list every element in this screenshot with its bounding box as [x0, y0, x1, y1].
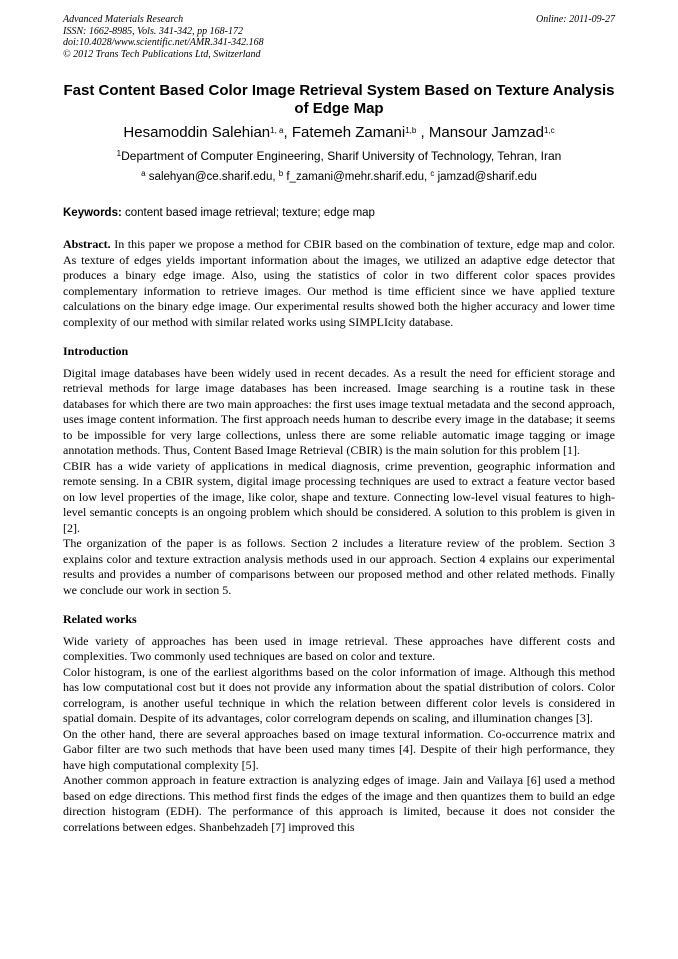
paragraph: CBIR has a wide variety of applications in medical diagnosis, crime prevention, geographic information and remote sensing. In a CBIR system, digital image processing techniques are used to extract a feature vector based on low level properties of the image, like color, shape and texture. Connecting low-level visual features to high-level semantic concepts is an ongoing problem which should be considered. A solution to this problem is given in [2]. — [63, 458, 615, 535]
online-date: Online: 2011-09-27 — [536, 14, 615, 25]
paragraph: Color histogram, is one of the earliest algorithms based on the color information of image. Although this method has low computational cost but it does not provide any information about the spatial distribution of colors. Color correlogram, is another useful technique in which the relation between different color levels is considered in spatial domain. Despite of its advantages, color correlogram depends on scaling, and illumination changes [3]. — [63, 664, 615, 725]
email-mark: c — [430, 169, 435, 178]
keywords — [63, 206, 615, 221]
author-list: Hesamoddin Salehian$^{1, a}$, Fatemeh Zamani$^{1,b}$ , Mansour Jamzad$^{1,c}$ — [123, 124, 555, 141]
author-name: Fatemeh Zamani — [291, 124, 406, 141]
keywords-label: Keywords: — [63, 207, 122, 219]
author-affil-mark: 1,b — [405, 126, 417, 135]
affiliation-text: Department of Computer Engineering, Sharif University of Technology, Tehran, Iran — [121, 149, 562, 163]
abstract — [63, 237, 615, 330]
paper-title: Fast Content Based Color Image Retrieval System Based on Texture Analysis of Edge Map — [63, 82, 615, 117]
journal-name: Advanced Materials Research — [63, 14, 184, 25]
email-mark: a — [141, 169, 146, 178]
affiliation-mark: 1 — [116, 149, 122, 158]
email-mark: b — [278, 169, 284, 178]
paragraph: Another common approach in feature extraction is analyzing edges of image. Jain and Vailaya [6] used a method based on edge directions. This method first finds the edges of the image and then quantizes them to build an edge direction histogram (EDH). The performance of this approach is limited, because it does not consider the correlations between edges. Shanbehzadeh [7] improved this — [63, 773, 615, 834]
email-address[interactable]: f_zamani@mehr.sharif.edu, — [286, 171, 428, 183]
paragraph: Digital image databases have been widely used in recent decades. As a result the need for efficient storage and retrieval methods for large image databases has been increased. Image searching is a routine task in these databases for which there are two main approaches: the first uses image textual metadata and the second approach, uses image content information. The first approach needs human to describe every image in the database; it seems to be impossible for very large collections, unless there are some reliable automatic image tagging or image annotation methods. Thus, Content Based Image Retrieval (CBIR) is the main solution for this problem [1]. — [63, 365, 615, 457]
abstract-label: Abstract. — [63, 237, 111, 251]
abstract-text: In this paper we propose a method for CBIR based on the combination of texture, edge map and color. As texture of edges yields important information about the images, we utilized an adaptive edge detector that produces a binary edge image. Also, using the statistics of color in two different color spaces provides complementary information to retrieve images. Our method is time efficient since we have applied texture calculations on the binary edge image. Our experimental results showed both the higher accuracy and lower time complexity of our method with similar related works using SIMPLIcity database. — [63, 237, 616, 329]
section-heading-related-works: Related works — [63, 612, 137, 626]
email-address[interactable]: jamzad@sharif.edu — [437, 171, 537, 183]
affiliation — [63, 149, 615, 164]
doi-line: doi:10.4028/www.scientific.net/AMR.341-342.168 — [63, 37, 264, 48]
author-name: Mansour Jamzad — [428, 124, 544, 141]
paragraph: On the other hand, there are several approaches based on image textural information. Co-occurrence matrix and Gabor filter are two such methods that have been used many times [4]. Despite of their high performance, they have high computational complexity [5]. — [63, 726, 615, 772]
author-affil-mark: 1, a — [270, 126, 284, 135]
journal-header — [63, 14, 615, 60]
paragraph: The organization of the paper is as follows. Section 2 includes a literature review of the problem. Section 3 explains color and texture extraction analysis methods used in our approach. Section 4 explains our experimental results and provides a number of comparisons between our proposed method and other related methods. Finally we conclude our work in section 5. — [63, 536, 615, 597]
section-heading-introduction: Introduction — [63, 344, 129, 358]
email-address[interactable]: salehyan@ce.sharif.edu, — [148, 171, 276, 183]
paragraph: Wide variety of approaches has been used in image retrieval. These approaches have different costs and complexities. Two commonly used techniques are based on color and texture. — [63, 633, 615, 663]
author-affil-mark: 1,c — [543, 126, 555, 135]
email-list — [63, 170, 615, 185]
author-name: Hesamoddin Salehian — [123, 124, 271, 141]
copyright-line: © 2012 Trans Tech Publications Ltd, Switzerland — [63, 48, 261, 60]
paper-body — [63, 237, 615, 835]
issn-line: ISSN: 1662-8985, Vols. 341-342, pp 168-172 — [63, 25, 243, 37]
keywords-text: content based image retrieval; texture; edge map — [125, 207, 375, 219]
